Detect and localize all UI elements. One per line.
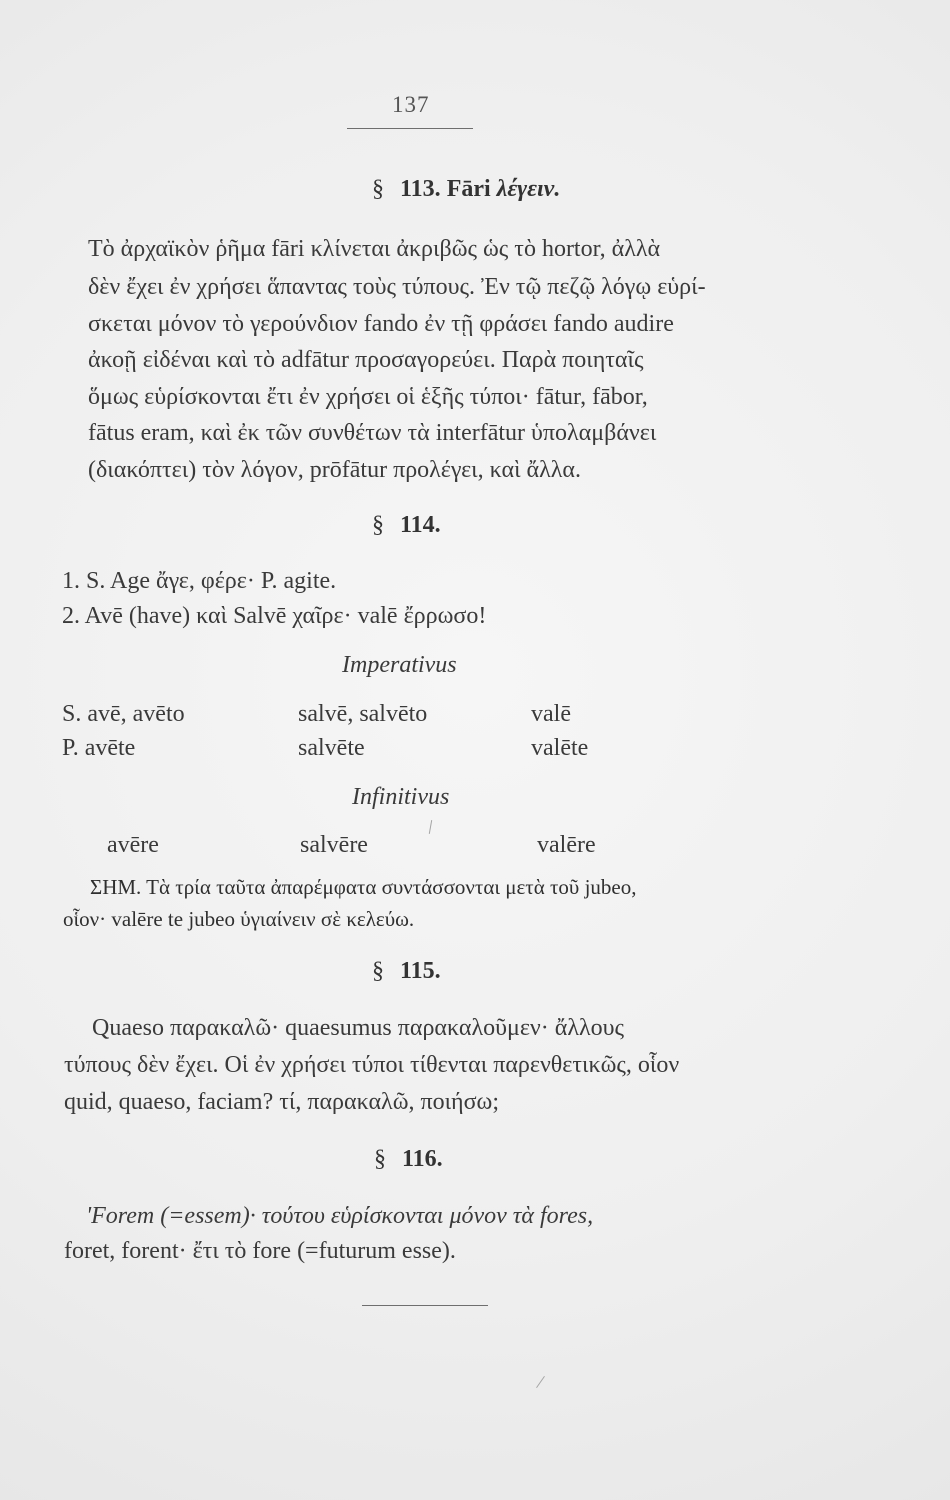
section-113-line-7: (διακόπτει) τὸν λόγον, prōfātur προλέγει, καὶ ἄλλα. bbox=[88, 457, 581, 483]
infinitivus-col1: avēre bbox=[107, 832, 159, 858]
section-113-line-6: fātus eram, καὶ ἐκ τῶν συνθέτων τὰ interfātur ὑπολαμβάνει bbox=[88, 420, 657, 446]
page-number: 137 bbox=[392, 92, 430, 117]
section-113-line-1: Τὸ ἀρχαϊκὸν ῥῆμα fāri κλίνεται ἀκριβῶς ὡς τὸ hortor, ἀλλὰ bbox=[88, 236, 661, 262]
note-line-2: οἷον· valēre te jubeo ὑγιαίνειν σὲ κελεύω. bbox=[63, 907, 415, 931]
imperativus-row-2-label: P. avēte bbox=[62, 735, 136, 761]
paper-mark bbox=[429, 820, 432, 834]
section-113-line-4: ἀκοῇ εἰδέναι καὶ τὸ adfātur προσαγορεύει. Παρὰ ποιηταῖς bbox=[88, 347, 644, 373]
section-113-line-2: δὲν ἔχει ἐν χρήσει ἅπαντας τοὺς τύπους. Ἐν τῷ πεζῷ λόγῳ εὑρί- bbox=[88, 274, 706, 300]
infinitivus-label: Infinitivus bbox=[352, 784, 450, 810]
section-symbol: § bbox=[372, 512, 384, 538]
section-115-line-2: τύπους δὲν ἔχει. Οἱ ἐν χρήσει τύποι τίθενται παρενθετικῶς, οἷον bbox=[64, 1052, 680, 1078]
infinitivus-col3: valēre bbox=[537, 832, 596, 858]
section-115-heading bbox=[372, 958, 441, 985]
section-114-list-item-1: 1. S. Age ἄγε, φέρε· P. agite. bbox=[62, 568, 337, 594]
imperativus-row-1-label: S. avē, avēto bbox=[62, 701, 185, 727]
note-line-1: ΣΗΜ. Τὰ τρία ταῦτα ἀπαρέμφατα συντάσσονται μετὰ τοῦ jubeo, bbox=[90, 875, 637, 899]
top-rule bbox=[347, 128, 473, 129]
section-116-line-2: foret, forent· ἔτι τὸ fore (=futurum esse). bbox=[64, 1238, 456, 1264]
section-116-heading bbox=[374, 1146, 443, 1173]
section-number: 114. bbox=[400, 512, 441, 538]
section-symbol: § bbox=[372, 958, 384, 984]
imperativus-row-1-col2: salvē, salvēto bbox=[298, 701, 428, 727]
section-113-line-5: ὅμως εὑρίσκονται ἔτι ἐν χρήσει οἱ ἑξῆς τύποι· fātur, fābor, bbox=[88, 384, 648, 410]
imperativus-row-2-col3: valēte bbox=[531, 735, 589, 761]
section-symbol: § bbox=[372, 176, 384, 202]
section-number: 115. bbox=[400, 958, 441, 984]
section-115-line-3: quid, quaeso, faciam? τί, παρακαλῶ, ποιήσω; bbox=[64, 1089, 500, 1115]
section-symbol: § bbox=[374, 1146, 386, 1172]
heading-latin: Fāri bbox=[446, 176, 491, 202]
imperativus-row-1-col3: valē bbox=[531, 701, 571, 727]
imperativus-label: Imperativus bbox=[342, 652, 457, 678]
section-113-heading bbox=[372, 176, 560, 203]
infinitivus-col2: salvēre bbox=[300, 832, 368, 858]
section-114-list-item-2: 2. Avē (have) καὶ Salvē χαῖρε· valē ἔρρωσο! bbox=[62, 603, 487, 629]
section-114-heading bbox=[372, 512, 441, 539]
section-116-line-1: 'Forem (=essem)· τούτου εὑρίσκονται μόνον τὰ fores, bbox=[86, 1203, 594, 1229]
section-115-line-1: Quaeso παρακαλῶ· quaesumus παρακαλοῦμεν· ἄλλους bbox=[92, 1015, 624, 1041]
heading-greek: λέγειν. bbox=[496, 176, 561, 202]
section-number: 116. bbox=[402, 1146, 443, 1172]
paper-mark bbox=[536, 1376, 545, 1388]
section-number: 113. bbox=[400, 176, 441, 202]
section-113-line-3: σκεται μόνον τὸ γερούνδιον fando ἐν τῇ φράσει fando audire bbox=[88, 311, 674, 337]
imperativus-row-2-col2: salvēte bbox=[298, 735, 365, 761]
bottom-rule bbox=[362, 1305, 488, 1306]
